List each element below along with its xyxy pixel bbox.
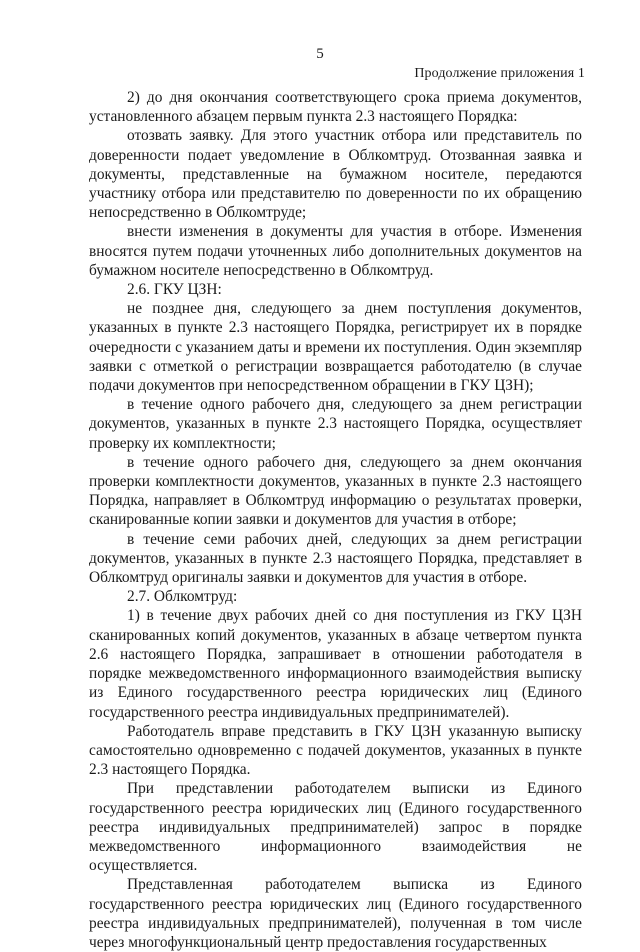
paragraph: Работодатель вправе представить в ГКУ ЦЗН указанную выписку самостоятельно одновременно с подачей документов, указанных в пункте 2.3 настоящего Порядка. [89, 722, 582, 779]
page-number: 5 [316, 46, 324, 62]
paragraph: в течение семи рабочих дней, следующих за днем регистрации документов, указанных в пункте 2.3 настоящего Порядка, представляет в Облкомтруд оригиналы заявки и документов для участия в отборе. [89, 530, 582, 587]
paragraph: не позднее дня, следующего за днем поступления документов, указанных в пункте 2.3 настоящего Порядка, регистрирует их в порядке очередности с указанием даты и времени их поступления. Один экземпляр заявки с отметкой о регистрации возвращается работодателю (в случае подачи документов при непосредственном обращении в ГКУ ЦЗН); [89, 300, 582, 395]
paragraph: При представлении работодателем выписки из Единого государственного реестра юридических лиц (Единого государственного реестра индивидуальных предпринимателей) запрос в порядке межведомственного информационного взаимодействия не осуществляется. [89, 780, 582, 875]
paragraph: внести изменения в документы для участия в отборе. Изменения вносятся путем подачи уточненных либо дополнительных документов на бумажном носителе непосредственно в Облкомтруд. [89, 223, 582, 279]
paragraph: Представленная работодателем выписка из Единого государственного реестра юридических лиц (Единого государственного реестра индивидуальных предпринимателей), полученная в том числе через многофункциональный центр предоставления государственных [89, 876, 582, 951]
section-heading: 2.7. Облкомтруд: [127, 588, 238, 606]
document-body [89, 88, 582, 952]
paragraph: в течение одного рабочего дня, следующего за днем регистрации документов, указанных в пункте 2.3 настоящего Порядка, осуществляет проверку их комплектности; [89, 396, 582, 452]
paragraph: в течение одного рабочего дня, следующего за днем окончания проверки комплектности документов, указанных в пункте 2.3 настоящего Порядка, направляет в Облкомтруд информацию о результатах проверки, сканированные копии заявки и документов для участия в отборе; [89, 453, 582, 529]
paragraph: 2) до дня окончания соответствующего срока приема документов, установленного абзацем первым пункта 2.3 настоящего Порядка: [89, 89, 582, 126]
section-heading: 2.6. ГКУ ЦЗН: [127, 281, 222, 299]
paragraph: 1) в течение двух рабочих дней со дня поступления из ГКУ ЦЗН сканированных копий документов, указанных в абзаце четвертом пункта 2.6 настоящего Порядка, запрашивает в отношении работодателя в порядке межведомственного информационного взаимодействия выписку из Единого государственного реестра юридических лиц (Единого государственного реестра индивидуальных предпринимателей). [89, 607, 582, 721]
appendix-label: Продолжение приложения 1 [414, 66, 585, 81]
paragraph: отозвать заявку. Для этого участник отбора или представитель по доверенности подает уведомление в Облкомтруд. Отозванная заявка и документы, представленные на бумажном носителе, передаются участнику отбора или представителю по доверенности по их обращению непосредственно в Облкомтруде; [89, 127, 582, 222]
